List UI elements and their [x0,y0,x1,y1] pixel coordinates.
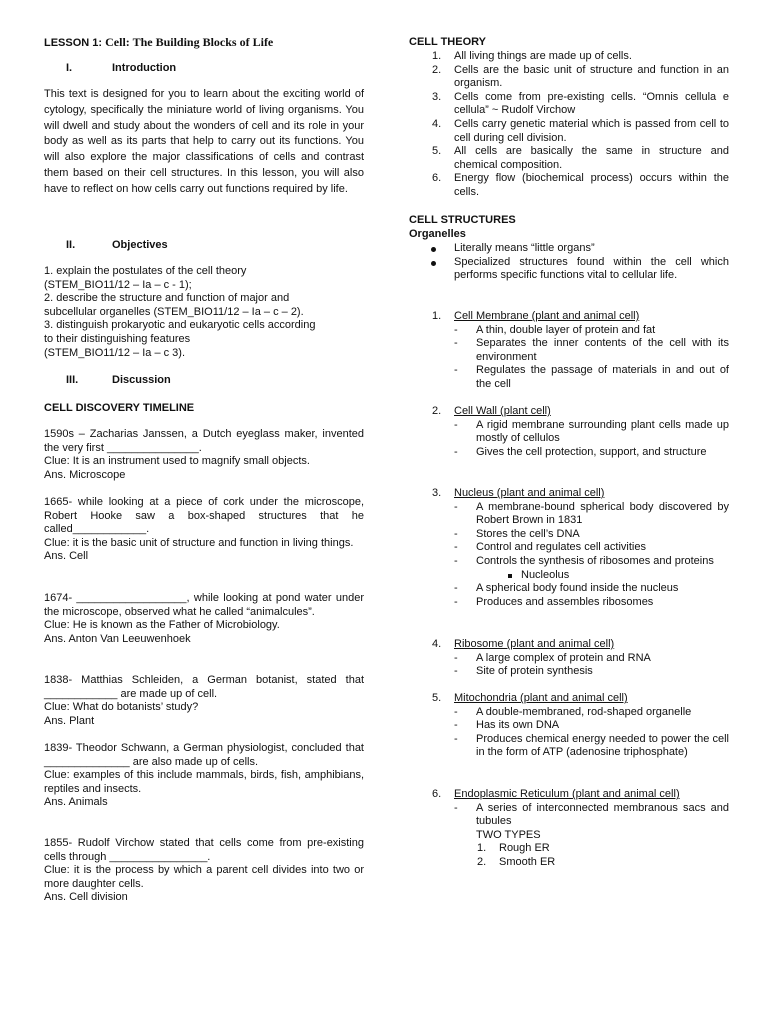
er-type-item [409,842,729,856]
timeline-clue: Clue: What do botanists’ study? [44,701,199,714]
detail-text: Produces chemical energy needed to power the cell in the form of ATP (adenosine triphosphate) [476,732,729,759]
item-number: 4. [432,117,442,130]
timeline-clue: Clue: He is known as the Father of Microbiology. [44,619,280,632]
timeline-entry-1590s [44,428,364,482]
item-text: Cells come from pre-existing cells. “Omnis cellula e cellula” ~ Rudolf Virchow [454,90,729,117]
objective-line: 1. explain the postulates of the cell theory [44,265,247,277]
timeline-text: 1838- Matthias Schleiden, a German botanist, stated that ____________ are made up of cell. [44,674,364,700]
section-title: Objectives [112,239,168,251]
timeline-clue: Clue: it is the process by which a parent cell divides into two or more daughter cells. [44,864,364,890]
detail-text: A series of interconnected membranous sacs and tubules [476,801,729,828]
timeline-answer: Ans. Animals [44,796,108,809]
detail-item: - A spherical body found inside the nucleus [454,582,679,595]
objective-line: (STEM_BIO11/12 – Ia – c - 1); [44,278,192,291]
detail-item: - Produces and assembles ribosomes [454,595,654,608]
organelle-title-text: Nucleus (plant and animal cell) [454,487,605,499]
organelle-title-text: Mitochondria (plant and animal cell) [454,692,628,704]
detail-item: - A rigid membrane surrounding plant cells made up mostly of cellulos [454,418,729,445]
bullet-icon [431,261,436,266]
item-text: Rough ER [499,842,550,855]
section-title: Discussion [112,374,171,386]
detail-text: A membrane-bound spherical body discovered by Robert Brown in 1831 [476,500,729,527]
er-type-item [409,856,729,870]
timeline-text: 1674- __________________, while looking at pond water under the microscope, observed what he called “animalcules”. [44,592,364,618]
section-number: III. [66,374,79,386]
timeline-answer: Ans. Plant [44,714,95,727]
detail-text: Produces and assembles ribosomes [476,595,654,608]
timeline-entry-1674 [44,592,364,646]
organelle-mitochondria [409,692,729,760]
detail-item: - Separates the inner contents of the cell with its environment [454,337,729,363]
organelle-endoplasmic-reticulum [409,788,729,870]
organelle-title [409,405,729,419]
timeline-entry-1839 [44,742,364,810]
organelle-title [409,487,729,501]
item-text: All living things are made up of cells. [454,50,632,62]
timeline-text: 1665- while looking at a piece of cork under the microscope, Robert Hooke saw a box-shaped structures that he called____________. [44,496,364,536]
item-text: Cells are the basic unit of structure and function in an organism. [454,63,729,90]
timeline-heading: CELL DISCOVERY TIMELINE [44,402,195,414]
lesson-prefix: LESSON 1: [44,37,106,49]
item-number: 6. [432,788,442,800]
timeline-clue: Clue: It is an instrument used to magnify small objects. [44,455,310,468]
detail-text: A thin, double layer of protein and fat [476,323,656,336]
objectives-list [44,265,364,360]
item-number: 4. [432,638,442,650]
timeline-text: 1855- Rudolf Virchow stated that cells come from pre-existing cells through ________________. [44,837,364,863]
detail-text: A large complex of protein and RNA [476,651,651,664]
objective-line: 3. distinguish prokaryotic and eukaryotic cells according [44,319,316,332]
bullet-item [409,242,729,256]
organelle-cell-membrane [409,310,729,392]
item-number: 5. [432,692,442,704]
objective-line: (STEM_BIO11/12 – Ia – c 3). [44,346,186,359]
timeline-answer: Ans. Cell [44,550,89,563]
timeline-answer: Ans. Anton Van Leeuwenhoek [44,632,191,645]
timeline-clue: Clue: examples of this include mammals, birds, fish, amphibians, reptiles and insects. [44,769,364,795]
detail-item: - Gives the cell protection, support, and structure [454,445,707,458]
objective-line: to their distinguishing features [44,332,191,345]
detail-text: Has its own DNA [476,719,560,732]
organelle-bullets [409,242,729,283]
objective-line: subcellular organelles (STEM_BIO11/12 – Ia – c – 2). [44,305,304,318]
cell-theory-list [409,50,729,200]
organelle-title-text: Ribosome (plant and animal cell) [454,638,615,650]
cell-theory-heading: CELL THEORY [409,36,487,48]
organelle-ribosome [409,638,729,679]
detail-item: - A thin, double layer of protein and fat [454,323,656,336]
bullet-icon [431,247,436,252]
detail-item: - Produces chemical energy needed to power the cell in the form of ATP (adenosine triphosphate) [454,732,729,759]
timeline-text: 1590s – Zacharias Janssen, a Dutch eyeglass maker, invented the very first _______________. [44,428,364,454]
timeline-entry-1838 [44,674,364,728]
item-number: 2. [477,855,487,868]
lesson-title-text: Cell: The Building Blocks of Life [105,35,274,49]
timeline-text: 1839- Theodor Schwann, a German physiologist, concluded that ______________ are also made up of cells. [44,742,364,768]
detail-text: Gives the cell protection, support, and structure [476,445,707,458]
detail-item: - A membrane-bound spherical body discovered by Robert Brown in 1831 [454,500,729,527]
bullet-item [409,256,729,283]
item-number: 6. [432,172,442,185]
organelle-title-text: Endoplasmic Reticulum (plant and animal cell) [454,788,680,800]
item-number: 2. [432,63,442,76]
objective-line: 2. describe the structure and function of major and [44,292,290,305]
detail-text: Separates the inner contents of the cell with its environment [476,337,729,363]
detail-text: Regulates the passage of materials in and out of the cell [476,364,729,390]
bullet-text: Specialized structures found within the cell which performs specific functions vital to cellular life. [454,255,729,282]
detail-item: - Has its own DNA [454,719,560,732]
item-text: Smooth ER [499,855,556,868]
detail-text: Controls the synthesis of ribosomes and proteins [476,554,714,567]
organelle-title [409,310,729,324]
detail-item: - A series of interconnected membranous sacs and tubules [454,801,729,828]
section-number: I. [66,62,73,74]
square-bullet-icon [508,574,512,578]
item-number: 5. [432,145,442,158]
detail-text: Stores the cell’s DNA [476,527,580,540]
lesson-title [44,36,364,51]
item-number: 1. [432,50,442,62]
organelle-cell-wall [409,405,729,459]
item-text: Energy flow (biochemical process) occurs within the cells. [454,172,729,198]
timeline-answer: Ans. Cell division [44,891,128,904]
organelle-title [409,638,729,652]
detail-text: Control and regulates cell activities [476,541,646,554]
sub-item-text: Nucleolus [521,568,570,581]
detail-item: - A double-membraned, rod-shaped organelle [454,705,692,718]
theory-item [409,118,729,145]
theory-item [409,172,729,199]
introduction-paragraph: This text is designed for you to learn about the exciting world of cytology, specifically the miniature world of living organisms. You will dwell and study about the wonders of cell and its role in your body as well as its parts that help to carry out its functions. You will also explore the major classifications of cells and contrast them based on their cell structures. In this lesson, you will also have to reflect on how cells carry out functions required by life. [44,88,364,195]
item-number: 1. [477,842,487,855]
theory-item [409,64,729,91]
organelle-title-text: Cell Membrane (plant and animal cell) [454,310,640,322]
section-number: II. [66,239,76,251]
item-number: 3. [432,90,442,103]
detail-text: Site of protein synthesis [476,665,593,678]
organelle-nucleus [409,487,729,609]
organelle-title [409,692,729,706]
detail-text: A spherical body found inside the nucleus [476,582,679,595]
detail-item: - Site of protein synthesis [454,665,593,678]
organelle-title [409,788,729,802]
bullet-text: Literally means “little organs” [454,242,595,254]
organelles-heading: Organelles [409,228,466,240]
section-title: Introduction [112,62,177,74]
sub-item-nucleolus [409,569,729,583]
detail-item: - A large complex of protein and RNA [454,651,651,664]
theory-item [409,50,729,64]
detail-item: - Stores the cell’s DNA [454,527,580,540]
detail-item: - Controls the synthesis of ribosomes and proteins [454,554,714,567]
theory-item [409,145,729,172]
timeline-entry-1665 [44,496,364,564]
item-text: All cells are basically the same in structure and chemical composition. [454,145,729,171]
theory-item [409,91,729,118]
detail-text: A double-membraned, rod-shaped organelle [476,705,692,718]
detail-item: - Control and regulates cell activities [454,541,646,554]
item-number: 1. [432,310,442,322]
item-number: 2. [432,405,442,417]
types-label: TWO TYPES [476,828,541,841]
cell-structures-heading: CELL STRUCTURES [409,214,516,226]
item-number: 3. [432,487,442,499]
detail-item: - Regulates the passage of materials in and out of the cell [454,364,729,390]
timeline-entry-1855 [44,837,364,905]
timeline-clue: Clue: it is the basic unit of structure and function in living things. [44,536,354,549]
timeline-answer: Ans. Microscope [44,468,126,481]
detail-text: A rigid membrane surrounding plant cells made up mostly of cellulos [476,418,729,445]
item-text: Cells carry genetic material which is passed from cell to cell during cell division. [454,117,729,144]
organelle-title-text: Cell Wall (plant cell) [454,405,551,417]
